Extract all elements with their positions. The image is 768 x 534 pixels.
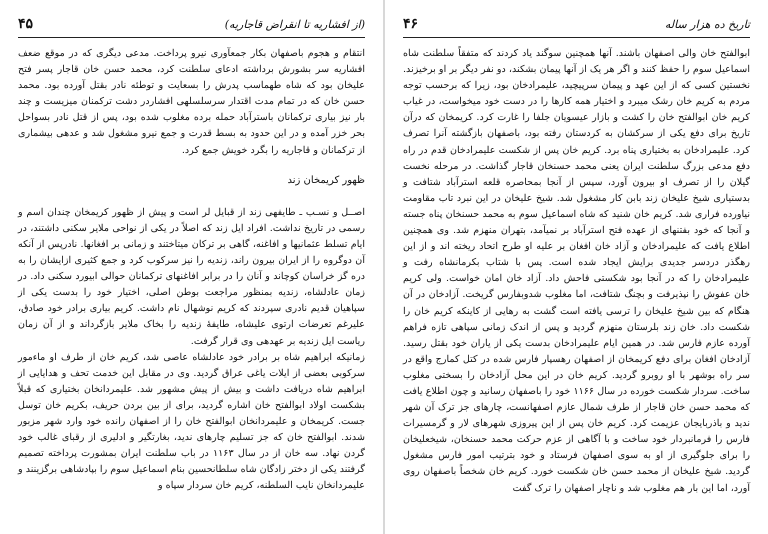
section-heading: ظهور کریمخان زند bbox=[287, 174, 365, 186]
left-page-number: ۴۵ bbox=[18, 16, 34, 32]
left-intro-paragraph: انتقام و هجوم باصفهان بکار جمعآوری نیرو پرداخت. مدعی دیگری که در موقع ضعف افشاریه سر بشورش برداشته ادعای سلطنت کرد، محمد حسن خان قاجار پسر فتح علیخان بود که شاه طهماسب پدرش را بسعایت و توطئه نادر بقتل آورده بود. محمد حسن خان که در تمام مدت اقتدار سرسلسلهی افشاردر دشت ترکمنان میزیست و چند بار نیز بیاری ترکمانان باسترآباد حمله برده مغلوب شده بود، پس از قتل نادر بسواحل بحر خزر آمده و در این حدود به بسط قدرت و جمع نیرو مشغول شد و عدهی بیشماری از ترکمانان و قاجاریه را بگرد خویش جمع کرد. bbox=[18, 48, 365, 156]
right-page-body bbox=[403, 46, 750, 497]
left-page-header bbox=[18, 16, 365, 38]
right-page-header bbox=[403, 16, 750, 38]
left-running-title: (از افشاریه تا انقراض قاجاریه) bbox=[224, 18, 365, 31]
right-page bbox=[385, 0, 768, 534]
left-paragraph-1: اصــل و نسـب ـ طایفهی زند از قبایل لر است و پیش از ظهور کریمخان چندان اسم و رسمی در تاریخ نداشت. افراد ایل زند که اصلاً در یکی از نواحی ملایر سکنی داشتند، در ایام تسلط عثمانیها و افاغنه، گاهی بر ترکان میتاختند و زمانی بر افغانها. نادرپس از آنکه آن دوگروه را از ایران بیرون راند، زندیه را نیز سرکوب کرد و جمع کثیری ازایشان را به دره گز خراسان کوچاند و آنان را در برابر افاغنهای ترکمانان حوالی ابیورد سکنی داد. در زمان عادلشاه، زندیه بمنظور مراجعت بوطن اصلی، اختیار خود را بدست یکی از سپاهیان قدیم نادری سپردند که کریم نوشهال نام داشت. کریم بیاری برادر خود صادق، علیرغم تعرضات ارتوی علیشاه، طایفهٔ زندیه را بخاک ملایر بازگرداند و از آن زمان ریاست ایل زندیه بر عهدهی وی قرار گرفت. bbox=[18, 206, 365, 347]
right-page-number: ۴۶ bbox=[403, 16, 419, 32]
left-page bbox=[0, 0, 383, 534]
left-paragraph-2: زمانیکه ابراهیم شاه بر برادر خود عادلشاه عاصی شد، کریم خان از طرف او ماءمور سرکوبی بعضی از ایلات یاغی عراق گردید. وی در مقابل این خدمت تحف و هدایایی از ابراهیم شاه دریافت داشت و بیش از پیش مشهور شد. علیمردانخان بختیاری که قبلاً بشکست اولاد ابوالفتح خان اشاره گردید، برای از بین بردن حریف، بکریم خان توسل جست. کریمخان و علیمردانخان ابوالفتح خان را از اصفهان رانده خود وارد شهر مزبور شدند. ابوالفتح خان که جز تسلیم چارهای ندید، بغارتگیر و ادلیری از رقبای غالب خود گردن نهاد. سه خان از در سال ۱۱۶۳ در باب سلطنت ایران بمشورت پرداخته تصمیم گرفتند یکی از دختر زادگان شاه سلطانحسین بنام اسماعیل سوم را بپادشاهی برگزینند و علیمردانخان نایب السلطنه، کریم خان سردار سپاه و bbox=[18, 351, 365, 492]
right-paragraph-1: ابوالفتح خان والی اصفهان باشند. آنها همچنین سوگند یاد کردند که متفقاً سلطنت شاه اسماعیل سوم را حفظ کنند و اگر هر یک از آنها پیمان بشکند، دو نفر دیگر بر او برخیزند. نخستین کسی که از این عهد و پیمان سرپیچید، علیمرادخان بود، زیرا که برحسب توجه مردم به کریم خان رشک میبرد و اختیار همه کارها را در دست خود میخواست، در غیاب کریم خان ابوالفتح خان را کشت و بازار عیسویان جلفا را غارت کرد. کریمخان که درآن تاریخ برای دفع یکی از سرکشان به کردستان رفته بود، باصفهان بازگشته آنرا تصرف کرد. علیمرادخان به بختیاری پناه برد. کریم خان پس از شکست علیمرادخان قدم در راه دفع مدعی بزرگ سلطنت ایران یعنی محمد حسنخان قاجار گذاشت. در مرحله نخست گیلان را از تصرف او بیرون آورد، سپس از آنجا بمحاصره قلعه استرآباد شتافت و بدستیاری شیخ علیخان زند بابن کار مشغول شد. شیخ علیخان در این نبرد تاب مقاومت نیاورده فراری شد. کریم خان شنید که شاه اسماعیل سوم به محمد حسنخان پناه جسته و آنجا که خود بفتنهای از عهده فتح استرآباد بر نمیآمد، بتهران منهزم شد. وی همچنین اطلاع یافت که علیمرادخان و آزاد خان افغان بر علیه او طرح اتحاد ریخته اند و از این رهگذر دردسر جدیدی برایش ایجاد شده است. پس با شتاب بکرمانشاه رفت و علیمرادخان را که در آنجا بود شکستی فاحش داد. آزاد خان امان خواست. ولی کریم خان عفوش را نپذیرفت و بچنگ شتافت، اما مغلوب شدوبفارس گریخت. آزادخان در آن هنگام که بین شیخ علیخان را ترسی یافته است گشت به رهایی از کاینکه کریم خان را شکست داد. خان زند بلرستان منهزم گردید و پس از اندک زمانی سپاهی تازه فراهم آورده عازم فارس شد. در همین ایام علیمرادخان بدست یکی از یاران خود بقتل رسید. آزادخان افغان برای دفع کریمخان از اصفهان رهسپار فارس شده در کتل کمارج واقع در سر راه بوشهر با او روبرو گردید. کریم خان در این محل آزادخان را بسختی مغلوب ساخت. سردار شکست خورده در سال ۱۱۶۶ خود را باصفهان رسانید و چون اطلاع یافت که محمد حسن خان قاجار از طرف شمال عازم اصفهانست، چارهای جز ترک آن شهر ندید و باذربایجان عزیمت کرد. کریم خان پس از این پیروزی شهرهای لار و گرمسیرات فارس را فرمانبردار خود ساخت و با آگاهی از عزم حرکت محمد حسنخان، شیخعلیخان را برای جلوگیری از او به سوی اصفهان فرستاد و خود بترتیب امور فارس مشغول گردید. شیخ علیخان از محمد حسن خان شکست خورد. کریم خان شخصاً باصفهان روی آورد، اما این بار هم مغلوب شد و ناچار اصفهان را ترک گفت bbox=[403, 48, 750, 494]
left-page-body bbox=[18, 46, 365, 494]
right-running-title: تاریخ ده هزار ساله bbox=[664, 18, 750, 31]
